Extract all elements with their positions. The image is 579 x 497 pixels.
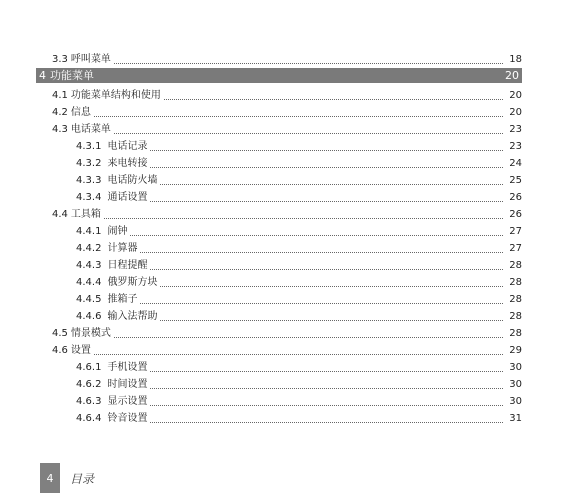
toc-entry-row[interactable] [36,238,522,255]
toc-dot-leader [114,337,503,338]
toc-entry-title: 来电转接 [107,158,148,169]
toc-dot-leader [94,116,503,117]
toc-entry-number: 4.1 [52,90,68,101]
toc-entry-number: 4.3.4 [76,192,102,203]
toc-dot-leader [114,133,503,134]
toc-entry-number: 4.4.6 [76,311,102,322]
toc-entry-title: 显示设置 [107,396,148,407]
toc-entry-row[interactable] [36,85,522,102]
toc-entry-number: 4.3 [52,124,68,135]
toc-dot-leader [150,388,503,389]
toc-chapter-row[interactable] [36,68,522,83]
toc-entry-number: 4.2 [52,107,68,118]
toc-entry-number: 4.5 [52,328,68,339]
toc-entry-number: 4.4.5 [76,294,102,305]
toc-entry-page: 25 [509,175,522,186]
toc-entry-page: 23 [509,124,522,135]
toc-dot-leader [150,422,503,423]
toc-entry-row[interactable] [36,408,522,425]
toc-entry-page: 28 [509,311,522,322]
toc-entry-page: 28 [509,277,522,288]
toc-entry-row[interactable] [36,136,522,153]
toc-entry-number: 4.6.2 [76,379,102,390]
toc-entry-title: 通话设置 [107,192,148,203]
toc-dot-leader [164,99,503,100]
toc-entry-title: 铃音设置 [107,413,148,424]
toc-entry-row[interactable] [36,357,522,374]
toc-dot-leader [160,320,503,321]
toc-entry-page: 18 [509,54,522,65]
toc-entry-number: 4.6.1 [76,362,102,373]
toc-entry-number: 4.4.2 [76,243,102,254]
toc-dot-leader [114,63,503,64]
toc-entry-page: 26 [509,192,522,203]
toc-entry-row[interactable] [36,289,522,306]
toc-entry-title: 推箱子 [107,294,138,305]
toc-dot-leader [140,252,503,253]
toc-entry-page: 31 [509,413,522,424]
toc-dot-leader [160,286,503,287]
toc-entry-title: 手机设置 [107,362,148,373]
toc-entry-row[interactable] [36,374,522,391]
toc-entry-row[interactable] [36,255,522,272]
toc-entry-title: 俄罗斯方块 [107,277,158,288]
toc-dot-leader [160,184,503,185]
toc-entry-page: 28 [509,260,522,271]
toc-entry-title: 功能菜单 [50,68,94,82]
toc-entry-number: 4.4 [52,209,68,220]
page-number: 4 [40,463,60,493]
toc-entry-page: 30 [509,362,522,373]
toc-entry-row[interactable] [36,119,522,136]
toc-entry-title: 设置 [70,345,91,356]
toc-entry-title: 情景模式 [70,328,111,339]
toc-entry-row[interactable] [36,306,522,323]
toc-entry-page: 23 [509,141,522,152]
toc-entry-title: 计算器 [107,243,138,254]
toc-entry-row[interactable] [36,102,522,119]
toc-entry-page: 20 [509,90,522,101]
toc-entry-row[interactable] [36,170,522,187]
toc-entry-row[interactable] [36,153,522,170]
toc-entry-title: 呼叫菜单 [70,54,111,65]
toc-entry-row[interactable] [36,391,522,408]
toc-entry-number: 4.4.3 [76,260,102,271]
toc-dot-leader [150,371,503,372]
toc-entry-title: 日程提醒 [107,260,148,271]
toc-entry-title: 电话菜单 [70,124,111,135]
toc-entry-number: 4.4.1 [76,226,102,237]
toc-entry-title: 电话记录 [107,141,148,152]
toc-entry-number: 4.4.4 [76,277,102,288]
toc-entry-row[interactable] [36,221,522,238]
toc-entry-number: 4.3.2 [76,158,102,169]
toc-entry-number: 4.3.1 [76,141,102,152]
toc-dot-leader [130,235,503,236]
toc-entry-number: 4.6.3 [76,396,102,407]
toc-entry-row[interactable] [36,323,522,340]
toc-dot-leader [150,201,503,202]
toc-dot-leader [150,167,503,168]
toc-dot-leader [94,354,503,355]
toc-entry-page: 26 [509,209,522,220]
section-label: 目录 [70,471,95,486]
toc-entry-row[interactable] [36,49,522,66]
toc-dot-leader [150,269,503,270]
toc-entry-number: 4.6 [52,345,68,356]
toc-entry-title: 闹钟 [107,226,128,237]
toc-entry-row[interactable] [36,204,522,221]
toc-entry-page: 27 [509,243,522,254]
toc-entry-number: 3.3 [52,54,68,65]
toc-entry-page: 30 [509,379,522,390]
toc-entry-page: 24 [509,158,522,169]
toc-entry-page: 27 [509,226,522,237]
toc-entry-title: 时间设置 [107,379,148,390]
toc-dot-leader [150,150,503,151]
toc-entry-row[interactable] [36,187,522,204]
toc-entry-row[interactable] [36,272,522,289]
table-of-contents [36,49,522,425]
toc-entry-page: 28 [509,294,522,305]
toc-entry-page: 20 [509,107,522,118]
toc-dot-leader [140,303,503,304]
toc-entry-page: 20 [505,68,519,82]
toc-entry-title: 输入法帮助 [107,311,158,322]
toc-dot-leader [150,405,503,406]
toc-entry-number: 4 [39,68,46,82]
toc-entry-title: 工具箱 [70,209,101,220]
toc-entry-title: 电话防火墙 [107,175,158,186]
toc-entry-number: 4.6.4 [76,413,102,424]
toc-entry-title: 功能菜单结构和使用 [70,90,161,101]
toc-dot-leader [104,218,503,219]
toc-entry-row[interactable] [36,340,522,357]
toc-entry-page: 29 [509,345,522,356]
page-footer [40,463,94,493]
toc-entry-title: 信息 [70,107,91,118]
toc-entry-number: 4.3.3 [76,175,102,186]
toc-entry-page: 30 [509,396,522,407]
toc-entry-page: 28 [509,328,522,339]
